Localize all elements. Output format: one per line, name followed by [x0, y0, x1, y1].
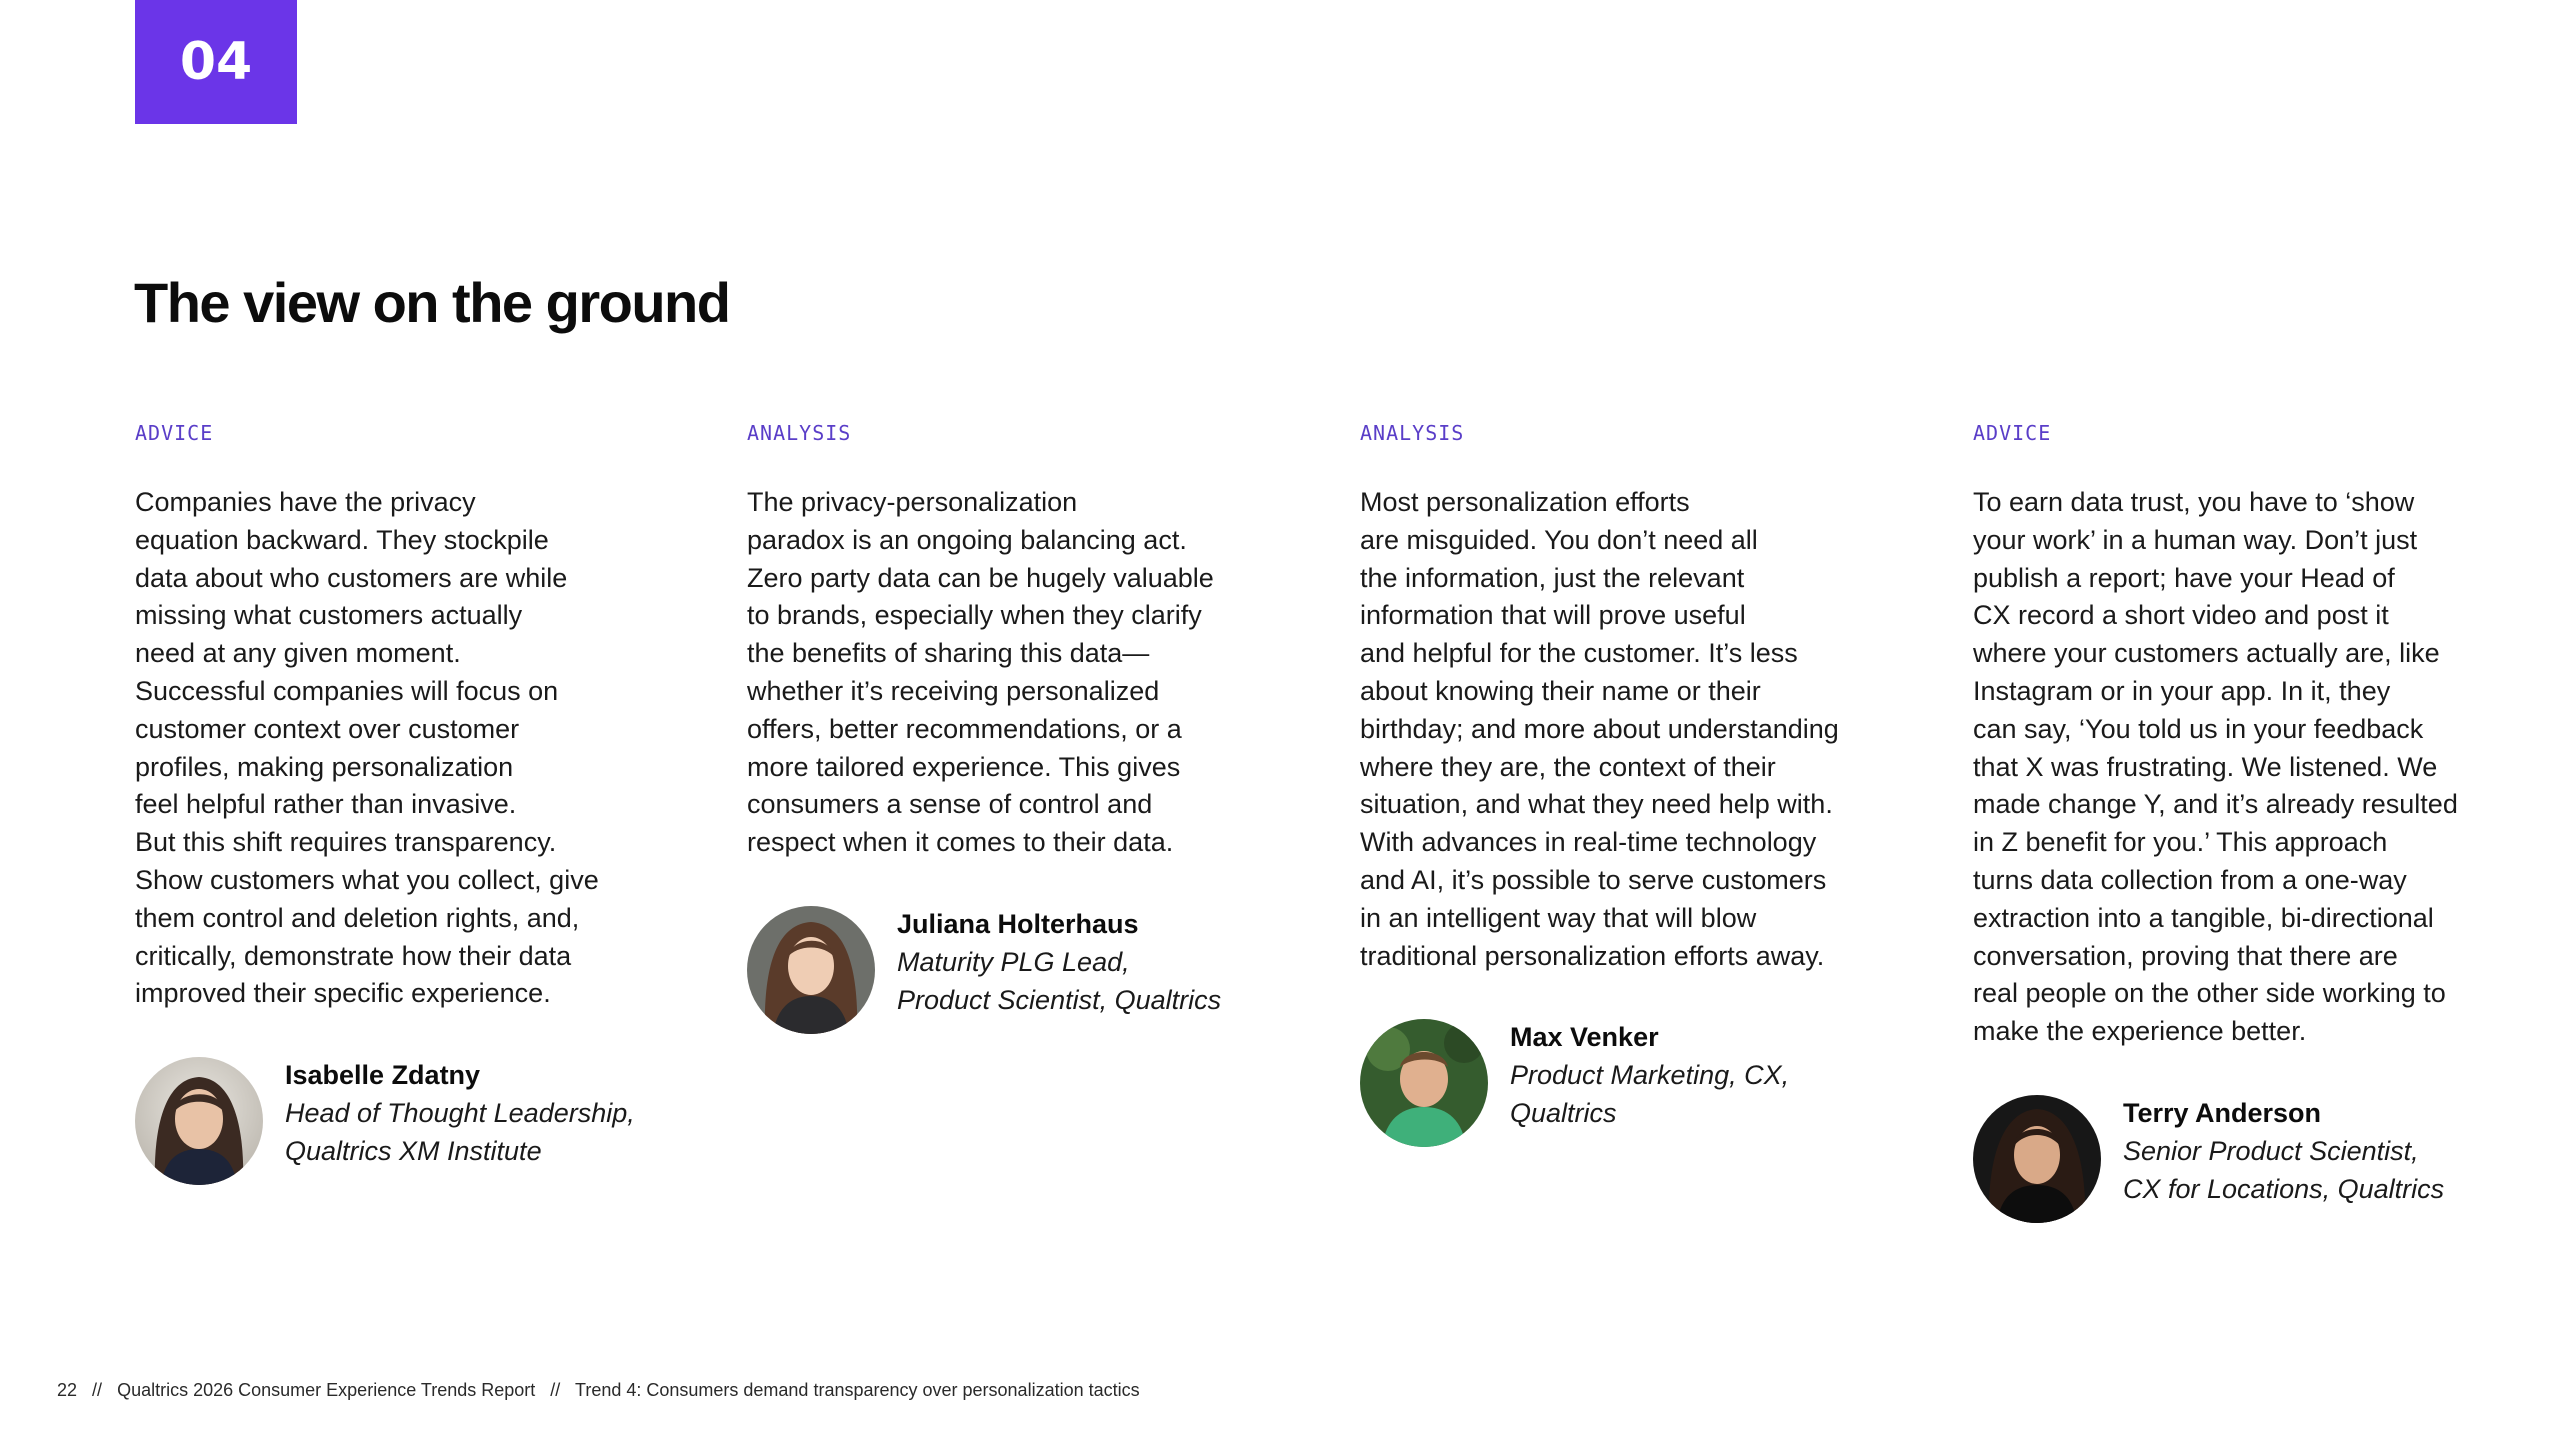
- quote-line: profiles, making personalization: [135, 751, 514, 782]
- quote-line: to brands, especially when they clarify: [747, 600, 1202, 631]
- quote-line: your work’ in a human way. Don’t just: [1973, 524, 2418, 555]
- quote-line: information that will prove useful: [1360, 600, 1746, 631]
- quote-line: are misguided. You don’t need all: [1360, 524, 1758, 555]
- section-number-badge: [135, 0, 297, 124]
- quote-line: conversation, proving that there are: [1973, 940, 2398, 971]
- quote-line: more tailored experience. This gives: [747, 751, 1181, 782]
- quote-line: Show customers what you collect, give: [135, 864, 599, 895]
- quote-line: To earn data trust, you have to ‘show: [1973, 487, 2415, 517]
- author-role: Senior Product Scientist,: [2123, 1135, 2419, 1166]
- quote-line: offers, better recommendations, or a: [747, 713, 1182, 744]
- quote-line: Companies have the privacy: [135, 487, 476, 517]
- quote-line: where they are, the context of their: [1360, 751, 1776, 782]
- quote-line: Most personalization efforts: [1360, 487, 1690, 517]
- quote-line: extraction into a tangible, bi-directional: [1973, 902, 2434, 933]
- quote-line: situation, and what they need help with.: [1360, 789, 1833, 820]
- category-label: ANALYSIS: [747, 421, 852, 445]
- quote-line: improved their specific experience.: [135, 978, 551, 1009]
- category-label: ADVICE: [135, 421, 214, 445]
- quote-text: [1360, 484, 1860, 975]
- quote-line: made change Y, and it’s already resulted: [1973, 789, 2458, 820]
- quote-line: turns data collection from a one-way: [1973, 864, 2407, 895]
- author-role: Maturity PLG Lead,: [897, 946, 1130, 977]
- quote-line: Successful companies will focus on: [135, 675, 559, 706]
- category-label: ADVICE: [1973, 421, 2052, 445]
- author-block: [747, 906, 1247, 1034]
- quote-line: where your customers actually are, like: [1973, 638, 2440, 669]
- quote-line: With advances in real-time technology: [1360, 827, 1817, 858]
- author-name: Juliana Holterhaus: [897, 908, 1139, 939]
- quote-text: [747, 484, 1247, 862]
- quote-line: in an intelligent way that will blow: [1360, 902, 1757, 933]
- author-block: [1973, 1095, 2473, 1223]
- avatar: [747, 906, 875, 1034]
- quote-text: [1973, 484, 2473, 1051]
- quote-line: birthday; and more about understanding: [1360, 713, 1839, 744]
- quote-line: equation backward. They stockpile: [135, 524, 549, 555]
- quote-line: respect when it comes to their data.: [747, 827, 1174, 858]
- quote-line: them control and deletion rights, and,: [135, 902, 580, 933]
- quote-line: Zero party data can be hugely valuable: [747, 562, 1214, 593]
- author-name: Terry Anderson: [2123, 1097, 2322, 1128]
- quote-line: publish a report; have your Head of: [1973, 562, 2395, 593]
- category-label: ANALYSIS: [1360, 421, 1465, 445]
- quote-text: [135, 484, 635, 1013]
- quote-line: and AI, it’s possible to serve customers: [1360, 864, 1827, 895]
- page-footer: [57, 1380, 1140, 1401]
- trend-title: Trend 4: Consumers demand transparency over personalization tactics: [575, 1380, 1140, 1400]
- author-role: Head of Thought Leadership,: [285, 1097, 635, 1128]
- quote-line: customer context over customer: [135, 713, 520, 744]
- footer-separator: //: [92, 1380, 103, 1400]
- quote-line: paradox is an ongoing balancing act.: [747, 524, 1187, 555]
- report-title: Qualtrics 2026 Consumer Experience Trends Report: [117, 1380, 536, 1400]
- page-title: The view on the ground: [134, 271, 730, 334]
- quote-line: the benefits of sharing this data—: [747, 638, 1150, 669]
- author-name: Isabelle Zdatny: [285, 1060, 481, 1091]
- page-number: 22: [57, 1380, 78, 1400]
- quote-line: can say, ‘You told us in your feedback: [1973, 713, 2424, 744]
- section-number: 04: [179, 32, 253, 92]
- author-block: [1360, 1019, 1860, 1147]
- quote-line: the information, just the relevant: [1360, 562, 1745, 593]
- avatar: [1973, 1095, 2101, 1223]
- author-block: [135, 1057, 635, 1185]
- quote-line: feel helpful rather than invasive.: [135, 789, 517, 820]
- quote-line: missing what customers actually: [135, 600, 523, 631]
- quote-line: need at any given moment.: [135, 638, 461, 669]
- author-role: Product Scientist, Qualtrics: [897, 984, 1222, 1015]
- avatar: [135, 1057, 263, 1185]
- author-role: Product Marketing, CX,: [1510, 1060, 1790, 1091]
- quote-line: critically, demonstrate how their data: [135, 940, 572, 971]
- avatar: [1360, 1019, 1488, 1147]
- quote-line: The privacy-personalization: [747, 487, 1078, 517]
- quote-column-4: [1973, 418, 2473, 1223]
- quote-line: But this shift requires transparency.: [135, 827, 557, 858]
- quote-line: and helpful for the customer. It’s less: [1360, 638, 1798, 669]
- author-name: Max Venker: [1510, 1022, 1659, 1053]
- quote-line: whether it’s receiving personalized: [747, 675, 1160, 706]
- quote-line: traditional personalization efforts away.: [1360, 940, 1825, 971]
- author-role: Qualtrics XM Institute: [285, 1135, 542, 1166]
- quote-line: make the experience better.: [1973, 1016, 2307, 1047]
- quote-line: real people on the other side working to: [1973, 978, 2446, 1009]
- author-role: CX for Locations, Qualtrics: [2123, 1173, 2445, 1204]
- quote-column-1: [135, 418, 635, 1185]
- quote-line: in Z benefit for you.’ This approach: [1973, 827, 2388, 858]
- quote-line: about knowing their name or their: [1360, 675, 1761, 706]
- quote-line: that X was frustrating. We listened. We: [1973, 751, 2438, 782]
- quote-line: Instagram or in your app. In it, they: [1973, 675, 2391, 706]
- quote-line: consumers a sense of control and: [747, 789, 1153, 820]
- quote-column-2: [747, 418, 1247, 1034]
- footer-separator: //: [550, 1380, 561, 1400]
- author-role: Qualtrics: [1510, 1097, 1617, 1128]
- quote-line: data about who customers are while: [135, 562, 568, 593]
- quote-column-3: [1360, 418, 1860, 1147]
- quote-line: CX record a short video and post it: [1973, 600, 2389, 631]
